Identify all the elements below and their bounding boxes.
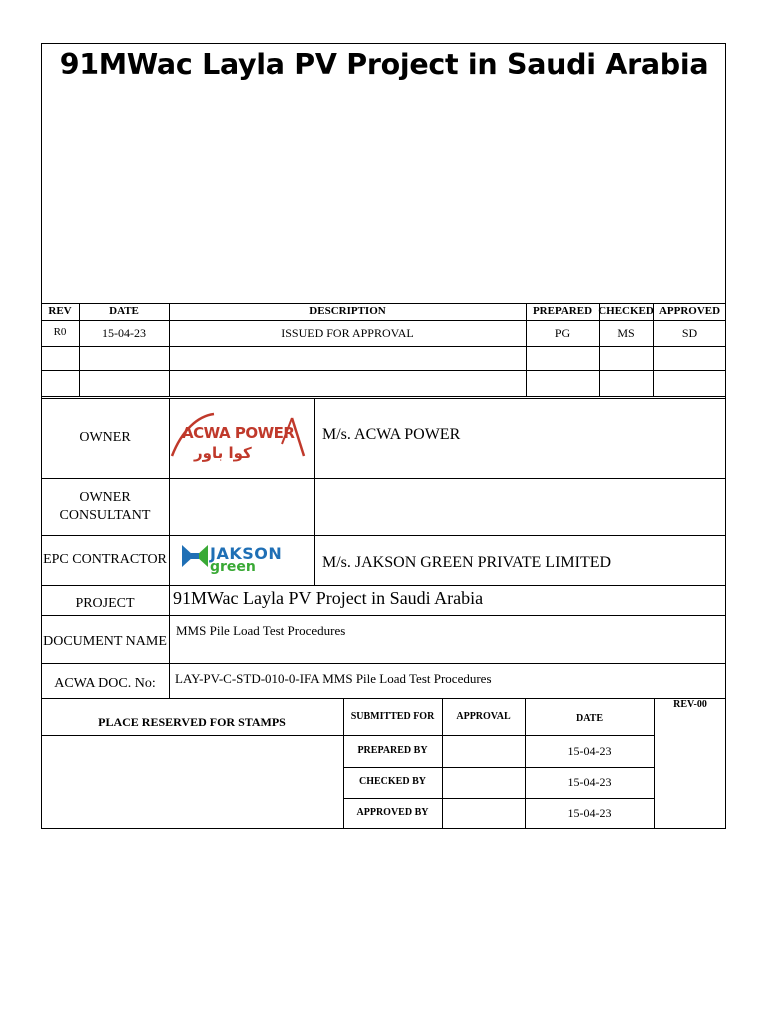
checked-header: CHECKED (598, 304, 654, 317)
acwa-power-logo (170, 404, 314, 468)
description-header: DESCRIPTION (309, 304, 386, 317)
owner-consultant-label: OWNER CONSULTANT (59, 490, 151, 523)
divider (41, 370, 726, 371)
owner-label: OWNER (79, 430, 131, 446)
approved-header: APPROVED (658, 304, 721, 317)
acwa-logo-arabic: كوا باور (194, 444, 252, 462)
prepared-by-date: 15-04-23 (567, 744, 612, 758)
divider (41, 698, 726, 699)
owner-name: M/s. ACWA POWER (322, 426, 461, 443)
submitted-for-header: SUBMITTED FOR (350, 710, 435, 722)
green-logo-word: green (210, 559, 256, 575)
divider (41, 396, 726, 397)
epc-label: EPC CONTRACTOR (43, 552, 167, 568)
description-cell: ISSUED FOR APPROVAL (281, 325, 414, 340)
acwa-doc-value: LAY-PV-C-STD-010-0-IFA MMS Pile Load Test Procedures (175, 670, 492, 686)
jakson-logo-word: JAKSON (210, 544, 283, 563)
date-cell: 15-04-23 (102, 325, 146, 340)
document-name-label: DOCUMENT NAME (43, 634, 167, 650)
acwa-logo-text: ACWA POWER (182, 424, 295, 442)
jakson-mark-icon (182, 545, 208, 567)
checked-by-label: CHECKED BY (359, 776, 426, 788)
divider (41, 735, 343, 736)
prepared-by-label: PREPARED BY (357, 744, 428, 756)
date-header: DATE (109, 304, 139, 317)
approval-header: APPROVAL (456, 710, 511, 722)
rev-header: REV (48, 304, 72, 317)
approved-by-date: 15-04-23 (567, 806, 612, 820)
project-value: 91MWac Layla PV Project in Saudi Arabia (173, 587, 484, 608)
rev-label: REV-00 (673, 698, 707, 710)
epc-name: M/s. JAKSON GREEN PRIVATE LIMITED (322, 554, 612, 571)
approved-cell: SD (681, 325, 698, 340)
checked-by-date: 15-04-23 (567, 775, 612, 789)
divider (654, 698, 655, 829)
prepared-cell: PG (554, 325, 571, 340)
date-header-stamps: DATE (575, 712, 604, 724)
rev-cell: R0 (53, 326, 67, 339)
document-title: 91MWac Layla PV Project in Saudi Arabia (59, 48, 709, 81)
document-name-value: MMS Pile Load Test Procedures (176, 622, 346, 638)
acwa-doc-label: ACWA DOC. No: (54, 676, 156, 692)
jakson-green-logo (180, 541, 308, 579)
checked-cell: MS (617, 325, 635, 340)
stamps-label: PLACE RESERVED FOR STAMPS (98, 714, 286, 729)
divider (314, 398, 315, 585)
approved-by-label: APPROVED BY (356, 807, 429, 819)
project-label: PROJECT (75, 596, 135, 612)
prepared-header: PREPARED (532, 304, 593, 317)
divider (41, 346, 726, 347)
